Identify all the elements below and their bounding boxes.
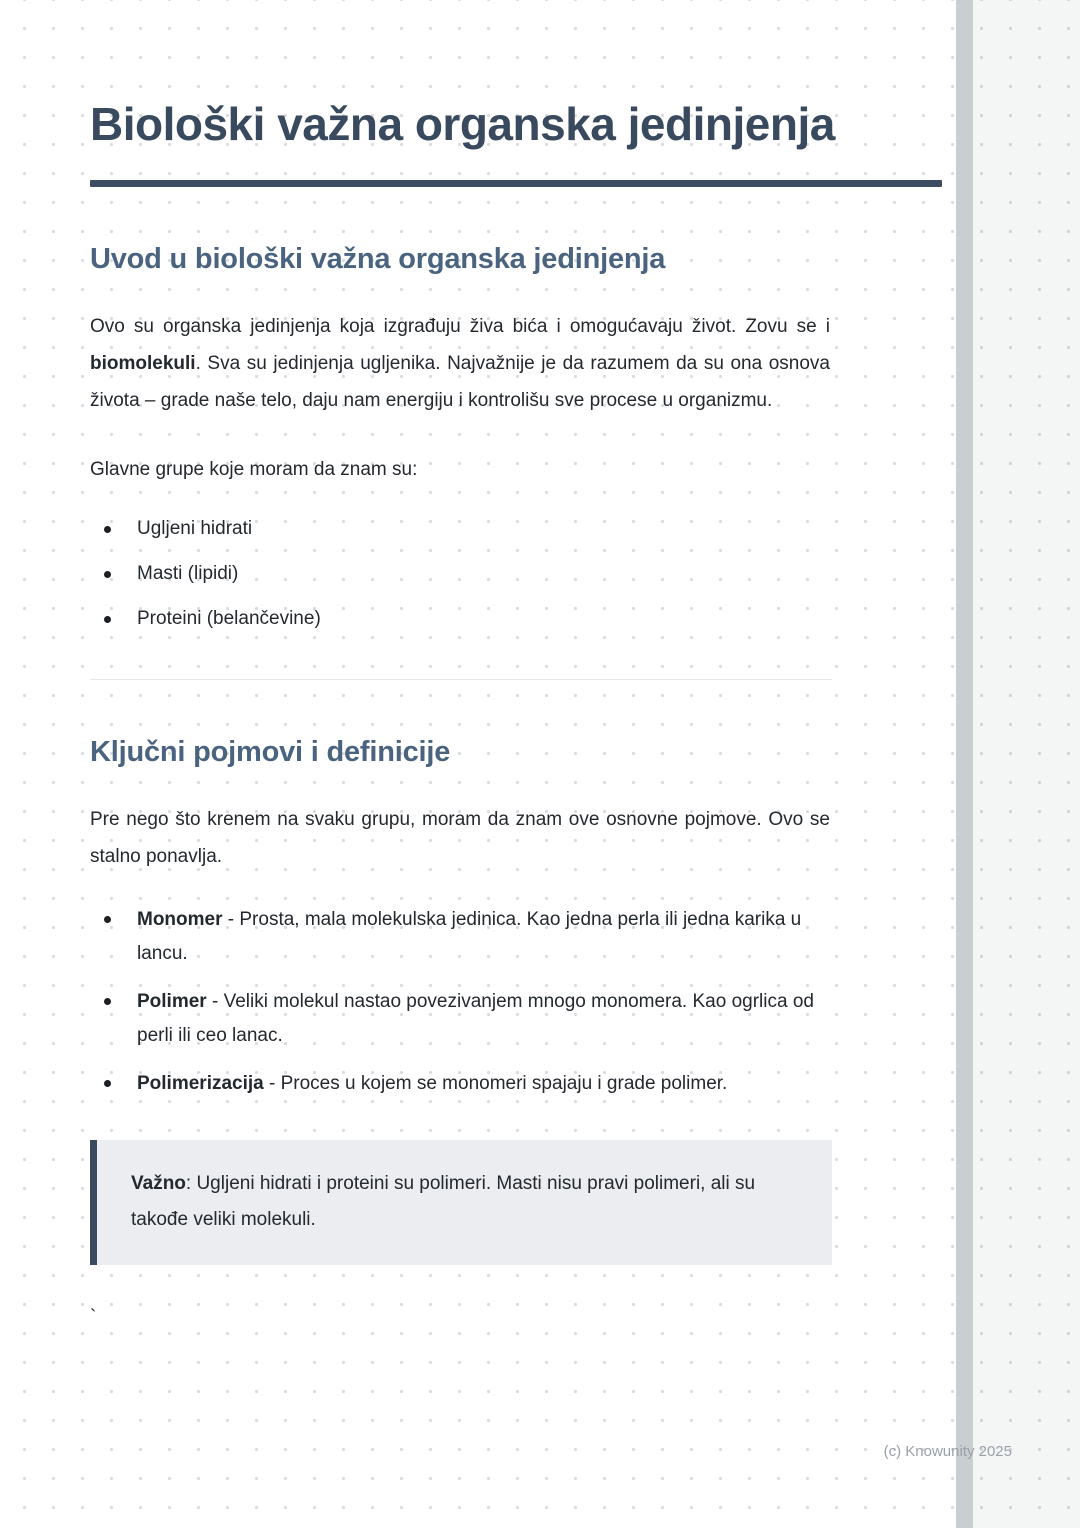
definition-text (137, 903, 827, 971)
definition-description: - Veliki molekul nastao povezivanjem mnogo monomera. Kao ogrlica od perli ili ceo lanac. (137, 990, 814, 1046)
intro-paragraph-bold-term: biomolekuli (90, 353, 196, 375)
section-divider (90, 679, 832, 680)
page-title: Biološki važna organska jedinjenja (90, 98, 835, 150)
stray-backtick: ` (90, 1306, 97, 1328)
callout-text: : Ugljeni hidrati i proteini su polimeri. Masti nisu pravi polimeri, ali su takođe veliki molekuli. (131, 1173, 756, 1231)
list-item (90, 1067, 830, 1101)
list-item-label: Masti (lipidi) (137, 563, 239, 585)
important-callout (90, 1140, 832, 1264)
intro-paragraph-part1: Ovo su organska jedinjenja koja izgrađuju živa bića i omogućavaju život. Zovu se i (90, 316, 830, 338)
document-content (90, 0, 942, 1329)
callout-label: Važno (131, 1173, 186, 1195)
title-rule (90, 180, 942, 187)
definition-text (137, 985, 827, 1053)
watermark: (c) Knowunity 2025 (883, 1443, 1012, 1460)
list-item-label: Proteini (belančevine) (137, 608, 321, 630)
bullet-icon (104, 571, 111, 578)
groups-intro-paragraph: Glavne grupe koje moram da znam su: (90, 459, 418, 481)
bullet-icon (104, 526, 111, 533)
bullet-icon (104, 916, 111, 923)
bullet-icon (104, 1080, 111, 1087)
right-gutter (973, 0, 1080, 1528)
list-item-label: Ugljeni hidrati (137, 518, 253, 540)
definitions-list (90, 903, 830, 1100)
bullet-icon (104, 616, 111, 623)
list-item (90, 985, 830, 1053)
definition-term: Polimer (137, 990, 207, 1012)
intro-paragraph-part2: . Sva su jedinjenja ugljenika. Najvažnije je da razumem da su ona osnova života – grade naše telo, daju nam energiju i kontrolišu sve procese u organizmu. (90, 353, 830, 412)
list-item (90, 903, 830, 971)
definition-text (137, 1067, 827, 1101)
definition-description: - Prosta, mala molekulska jedinica. Kao jedna perla ili jedna karika u lancu. (137, 909, 802, 965)
section-heading-pojmovi: Ključni pojmovi i definicije (90, 736, 451, 769)
list-item (90, 606, 830, 633)
groups-list (90, 516, 830, 633)
bullet-icon (104, 998, 111, 1005)
list-item (90, 561, 830, 588)
definition-term: Polimerizacija (137, 1072, 264, 1094)
section-heading-uvod: Uvod u biološki važna organska jedinjenja (90, 243, 666, 276)
list-item (90, 516, 830, 543)
intro-paragraph (90, 308, 830, 419)
page-edge-strip (956, 0, 973, 1528)
definition-term: Monomer (137, 909, 223, 931)
definition-description: - Proces u kojem se monomeri spajaju i grade polimer. (263, 1072, 728, 1094)
terms-intro-paragraph: Pre nego što krenem na svaku grupu, moram da znam ove osnovne pojmove. Ovo se stalno ponavlja. (90, 809, 830, 868)
